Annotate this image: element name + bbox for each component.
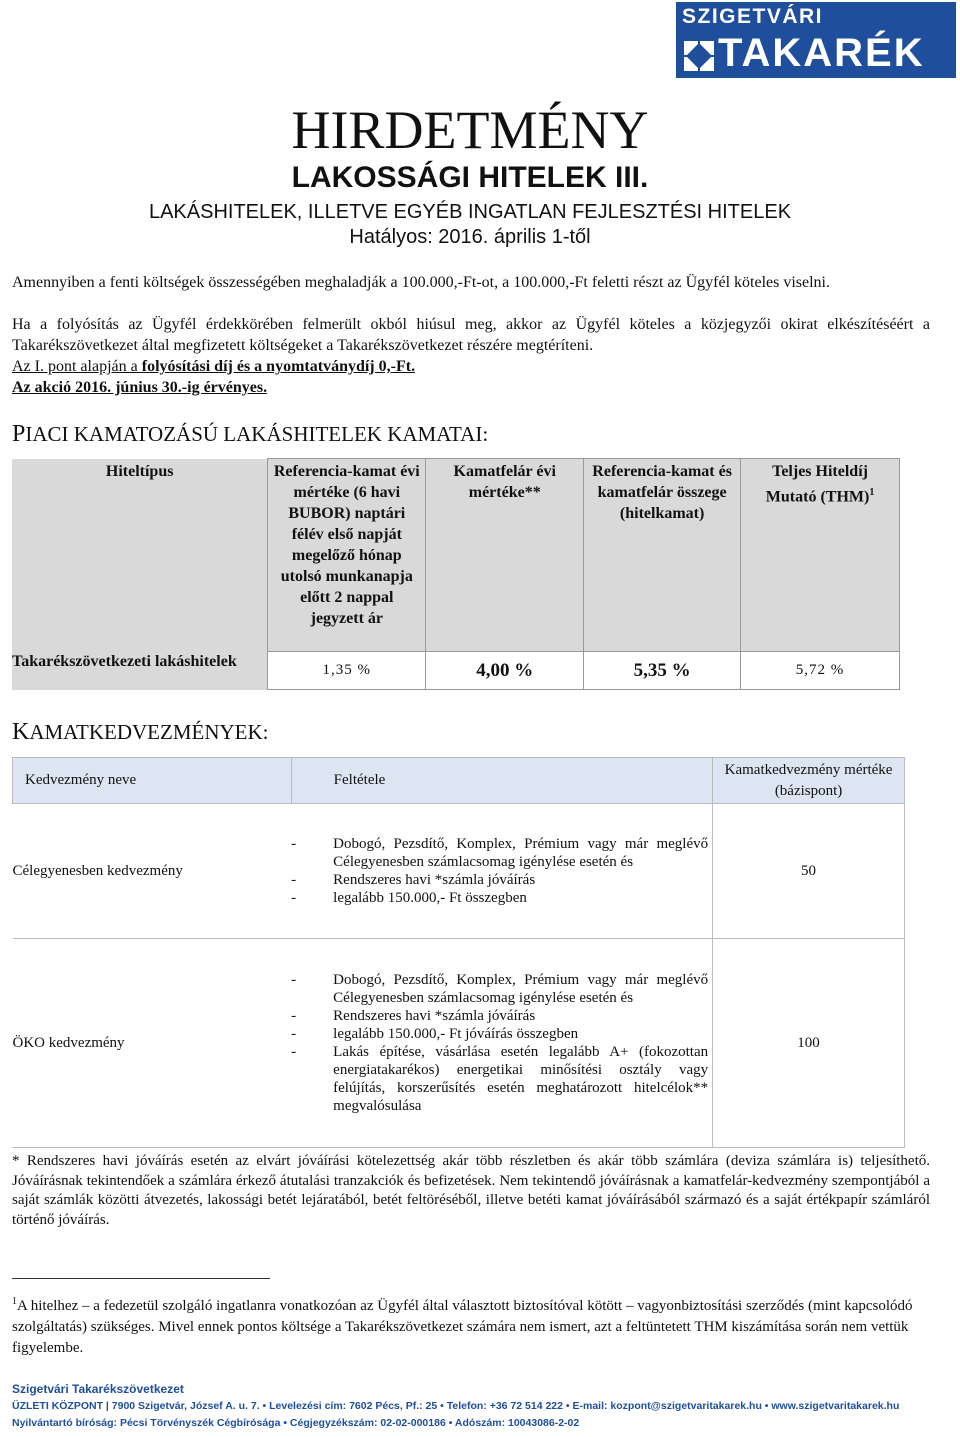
intro-fee-line xyxy=(12,356,415,377)
discount-name: Célegyenesben kedvezmény xyxy=(13,804,292,939)
col-loan-type xyxy=(12,459,268,652)
table-row xyxy=(13,804,905,939)
bullet-dash: - xyxy=(291,1008,297,1024)
discounts-heading-initial: K xyxy=(12,719,30,745)
col-thm xyxy=(741,459,900,652)
condition-text: Rendszeres havi *számla jóváírás xyxy=(333,872,536,888)
bullet-dash: - xyxy=(291,1026,297,1042)
bullet-dash: - xyxy=(291,1044,297,1060)
discount-table-header xyxy=(13,758,905,804)
page-title: HIRDETMÉNY xyxy=(291,100,649,160)
fee-line-bold: folyósítási díj és a nyomtatványdíj 0,-Ft. xyxy=(141,358,416,375)
value-thm: 5,72 % xyxy=(741,652,900,690)
list-item xyxy=(291,1025,708,1043)
table-row xyxy=(13,939,905,1148)
list-item xyxy=(291,1007,708,1025)
rate-table xyxy=(12,458,900,690)
col-condition: Feltétele xyxy=(291,758,712,804)
footer-registry: Nyilvántartó bíróság: Pécsi Törvényszék Cégbírósága • Cégjegyzékszám: 02-02-000186 • Adószám: 10043086-2-02 xyxy=(12,1417,580,1429)
rates-heading-initial: P xyxy=(12,421,26,447)
logo-line1: SZIGETVÁRI xyxy=(682,5,824,28)
rates-heading xyxy=(12,421,488,447)
list-item xyxy=(291,889,708,907)
effective-date: Hatályos: 2016. április 1-től xyxy=(349,226,591,248)
discount-value: 50 xyxy=(713,804,905,939)
footnote-mark: 1 xyxy=(12,1296,17,1307)
discount-name: ÖKO kedvezmény xyxy=(13,939,292,1148)
condition-text: legalább 150.000,- Ft jóváírás összegben xyxy=(333,1026,579,1042)
condition-text: Dobogó, Pezsdítő, Komplex, Prémium vagy már meglévő Célegyenesben számlacsomag igénylése esetén és xyxy=(333,972,709,1006)
footer-contact: ÜZLETI KÖZPONT | 7900 Szigetvár, József A. u. 7. • Levelezési cím: 7602 Pécs, Pf.: 25 • Telefon: +36 72 514 222 • E-mail: kozpont@szigetvaritakarek.hu • www.szigetvaritakarek.hu xyxy=(12,1400,900,1412)
footer-company-name: Szigetvári Takarékszövetkezet xyxy=(12,1382,184,1396)
list-item xyxy=(291,871,708,889)
value-reference-rate: 1,35 % xyxy=(268,652,426,690)
logo-mark-icon xyxy=(682,39,716,73)
condition-text: Lakás építése, vásárlása esetén legalább A+ (fokozottan energiatakarékos) energetikai minősítési osztály vagy felújítás, korszerűsítés esetén meghatározott hitelcélok** megvalósulása xyxy=(333,1044,709,1114)
bullet-dash: - xyxy=(291,890,297,906)
condition-list xyxy=(291,971,708,1115)
footnote xyxy=(12,1291,922,1359)
condition-list xyxy=(291,835,708,907)
list-item xyxy=(291,971,708,1007)
list-item xyxy=(291,835,708,871)
rate-table-header xyxy=(12,459,900,652)
intro-paragraph-1: Amennyiben a fenti költségek összességében meghaladják a 100.000,-Ft-ot, a 100.000,-Ft feletti részt az Ügyfél köteles viselni. xyxy=(12,274,830,291)
discount-conditions xyxy=(291,939,712,1148)
logo-line2: TAKARÉK xyxy=(718,31,925,75)
credit-note: * Rendszeres havi jóváírás esetén az elvárt jóváírási kötelezettség akár több részletben és akár több számlára (deviza számlára is) teljesíthető. Jóváírásnak tekintendőek a számlára érkező átutalási tranzakciók és befizetések. Nem tekintendő jóváírásnak a kamatfelár-kedvezmény szempontjából a saját számlák közötti átvezetés, lakossági betét lejáratából, betét feltöréséből, illetve betéti kamat jóváírásából származó és a saját értékpapír számláról történő jóváírás. xyxy=(12,1153,930,1228)
discount-table xyxy=(12,757,905,1148)
col-margin: Kamatfelár évi mértéke** xyxy=(426,459,584,652)
footnote-divider xyxy=(12,1278,270,1279)
discounts-heading-rest: AMATKEDVEZMÉNYEK: xyxy=(29,720,269,744)
thm-footnote-mark: 1 xyxy=(869,487,875,498)
brand-logo xyxy=(676,2,956,78)
condition-text: legalább 150.000,- Ft összegben xyxy=(333,890,527,906)
company-footer xyxy=(12,1381,952,1432)
discount-conditions xyxy=(291,804,712,939)
value-total-rate: 5,35 % xyxy=(584,652,741,690)
bullet-dash: - xyxy=(291,872,297,888)
col-total-rate: Referencia-kamat és kamatfelár összege (hitelkamat) xyxy=(584,459,741,652)
subtitle-1: LAKOSSÁGI HITELEK III. xyxy=(291,161,649,194)
discount-value: 100 xyxy=(713,939,905,1148)
col-thm-label: Teljes Hiteldíj Mutató (THM) xyxy=(765,463,870,506)
discounts-heading xyxy=(12,719,269,745)
col-discount-name: Kedvezmény neve xyxy=(13,758,292,804)
footnote-text: A hitelhez – a fedezetül szolgáló ingatlanra vonatkozóan az Ügyfél által választott biztosítóval kötött – vagyonbiztosítási szerződés (mint kapcsolódó szolgáltatás) szükséges. Mivel ennek pontos költsége a Takarékszövetkezet számára nem ismert, azt a feltüntetett THM kiszámítása során nem vettük figyelembe. xyxy=(12,1298,913,1356)
rates-heading-rest: IACI KAMATOZÁSÚ LAKÁSHITELEK KAMATAI: xyxy=(25,422,489,446)
table-row xyxy=(12,652,900,690)
bullet-dash: - xyxy=(291,836,297,852)
bullet-dash: - xyxy=(291,972,297,988)
list-item xyxy=(291,1043,708,1115)
intro-paragraph-2: Ha a folyósítás az Ügyfél érdekkörében felmerült okból hiúsul meg, akkor az Ügyfél köteles a közjegyzői okirat elkészítéséért a Takarékszövetkezet által megfizetett költségeket a Takarékszövetkezet részére megtéríteni. xyxy=(12,316,930,354)
condition-text: Rendszeres havi *számla jóváírás xyxy=(333,1008,536,1024)
row-loan-type: Takarékszövetkezeti lakáshitelek xyxy=(12,652,268,690)
fee-line-prefix: Az I. pont alapján a xyxy=(12,358,142,375)
col-discount-value: Kamatkedvezmény mértéke (bázispont) xyxy=(713,758,905,804)
promo-validity: Az akció 2016. június 30.-ig érvényes. xyxy=(12,379,268,396)
col-loan-type-label: Hiteltípus xyxy=(105,462,174,480)
condition-text: Dobogó, Pezsdítő, Komplex, Prémium vagy már meglévő Célegyenesben számlacsomag igénylése esetén és xyxy=(333,836,709,870)
subtitle-2: LAKÁSHITELEK, ILLETVE EGYÉB INGATLAN FEJLESZTÉSI HITELEK xyxy=(148,201,792,223)
col-reference-rate: Referencia-kamat évi mértéke (6 havi BUBOR) naptári félév első napját megelőző hónap utolsó munkanapja előtt 2 nappal jegyzett ár xyxy=(268,459,426,652)
value-margin: 4,00 % xyxy=(426,652,584,690)
